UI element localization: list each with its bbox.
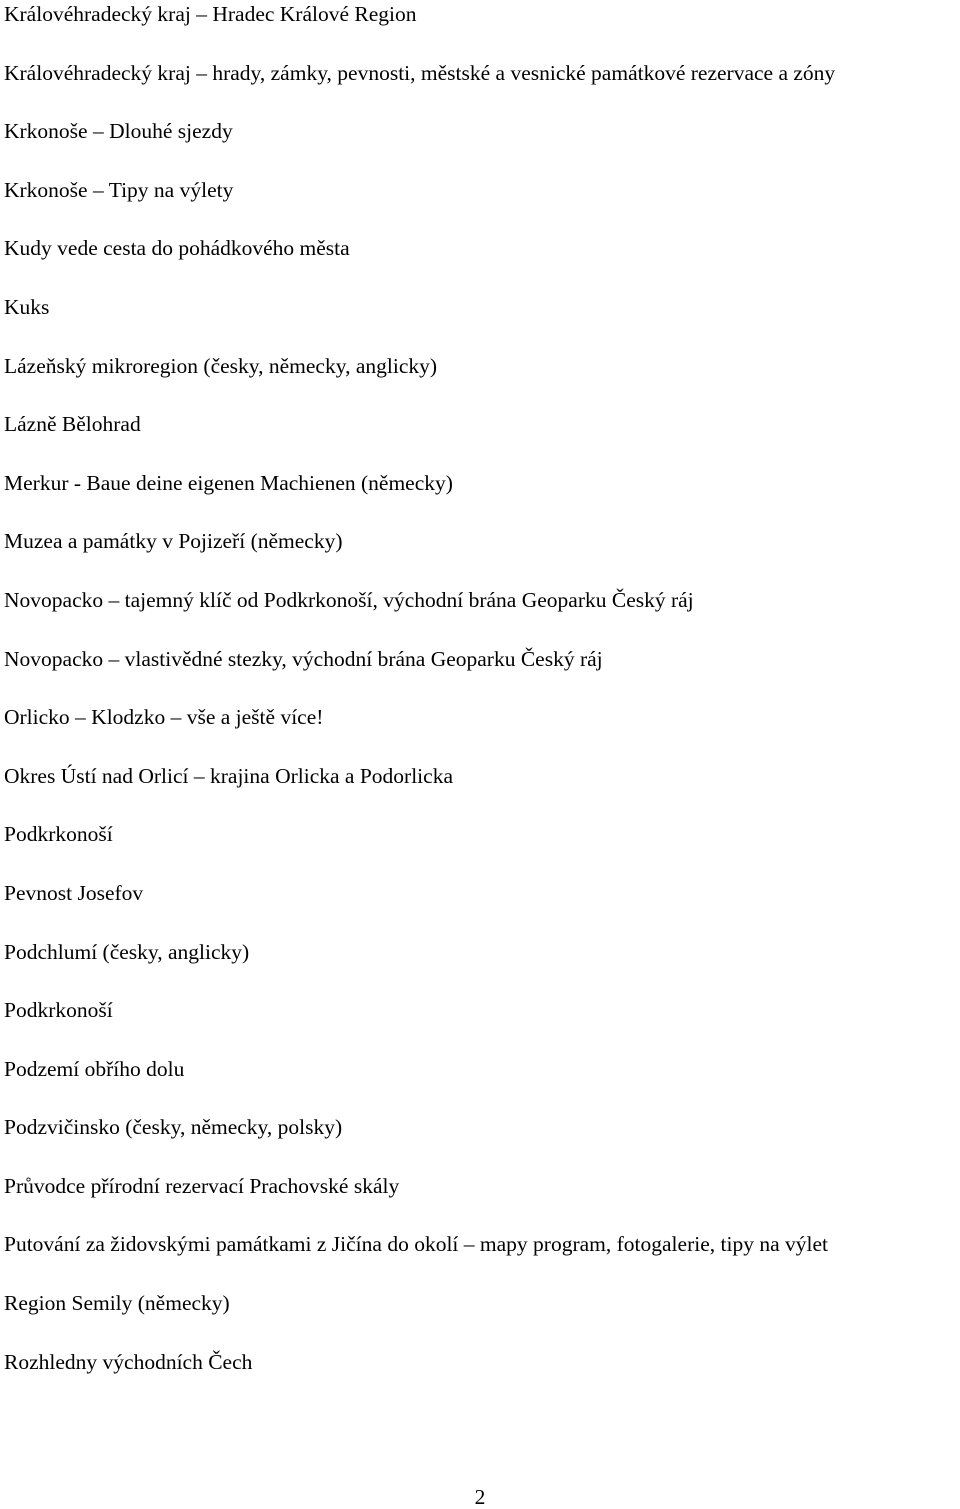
list-item: Pevnost Josefov (4, 880, 144, 905)
list-item: Novopacko – tajemný klíč od Podkrkonoší, východní brána Geoparku Český ráj (4, 587, 694, 612)
list-item: Podkrkonoší (4, 822, 113, 847)
list-item: Podkrkonoší (4, 998, 113, 1023)
list-item: Merkur - Baue deine eigenen Machienen (německy) (4, 470, 453, 495)
list-item: Lázně Bělohrad (4, 412, 141, 437)
list-item: Putování za židovskými památkami z Jičína do okolí – mapy program, fotogalerie, tipy na výlet (4, 1232, 828, 1257)
list-item: Rozhledny východních Čech (4, 1349, 253, 1374)
list-item: Průvodce přírodní rezervací Prachovské skály (4, 1173, 400, 1198)
list-item: Okres Ústí nad Orlicí – krajina Orlicka a Podorlicka (4, 763, 453, 788)
list-item: Kudy vede cesta do pohádkového města (4, 236, 350, 261)
list-item: Podzemí obřího dolu (4, 1056, 185, 1081)
list-item: Podzvičinsko (česky, německy, polsky) (4, 1115, 343, 1140)
list-item: Orlicko – Klodzko – vše a ještě více! (4, 705, 324, 730)
list-item: Region Semily (německy) (4, 1291, 230, 1316)
list-item: Krkonoše – Tipy na výlety (4, 177, 234, 202)
list-item: Krkonoše – Dlouhé sjezdy (4, 119, 233, 144)
list-item: Podchlumí (česky, anglicky) (4, 939, 250, 964)
list-item: Novopacko – vlastivědné stezky, východní brána Geoparku Český ráj (4, 646, 603, 671)
page-number: 2 (474, 1485, 486, 1509)
brochure-list (4, 0, 956, 1406)
list-item: Lázeňský mikroregion (česky, německy, anglicky) (4, 353, 438, 378)
list-item: Kuks (4, 294, 50, 319)
list-item: Muzea a památky v Pojizeří (německy) (4, 529, 343, 554)
list-item: Královéhradecký kraj – hrady, zámky, pevnosti, městské a vesnické památkové rezervace a zóny (4, 60, 836, 85)
list-item: Královéhradecký kraj – Hradec Králové Region (4, 2, 417, 26)
